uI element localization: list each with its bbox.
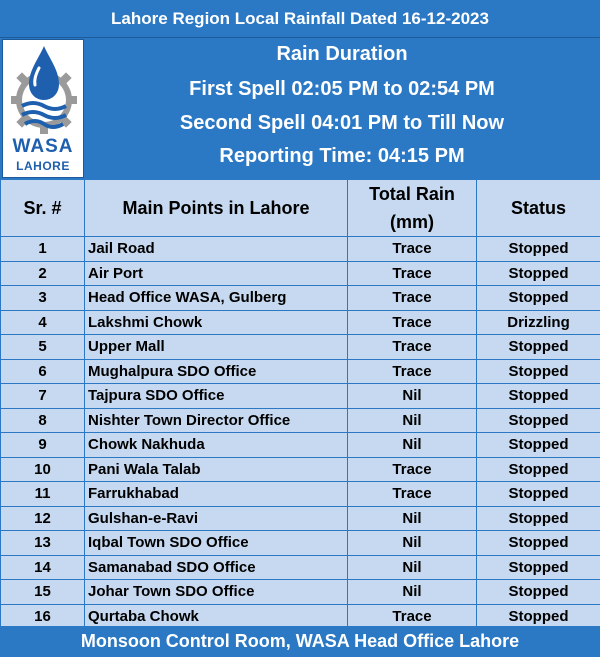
reporting-time-text: Reporting Time: 04:15 PM xyxy=(219,145,465,167)
row-status-cell: Stopped xyxy=(477,531,600,556)
table-row xyxy=(1,506,600,531)
row-total-rain-cell: Nil xyxy=(348,506,477,531)
row-total-rain-cell: Trace xyxy=(348,335,477,360)
row-sr-cell: 11 xyxy=(1,482,85,507)
row-point-name-cell: Mughalpura SDO Office xyxy=(85,359,348,384)
row-status-cell: Stopped xyxy=(477,433,600,458)
row-status-cell: Stopped xyxy=(477,482,600,507)
row-sr-cell: 6 xyxy=(1,359,85,384)
footer-text: Monsoon Control Room, WASA Head Office Lahore xyxy=(0,626,600,657)
row-point-name-cell: Upper Mall xyxy=(85,335,348,360)
table-row xyxy=(1,359,600,384)
row-total-rain-cell: Trace xyxy=(348,457,477,482)
row-point-name-cell: Nishter Town Director Office xyxy=(85,408,348,433)
row-total-rain-cell: Nil xyxy=(348,580,477,605)
row-total-rain-cell: Trace xyxy=(348,482,477,507)
row-status-cell: Stopped xyxy=(477,237,600,262)
row-status-cell: Stopped xyxy=(477,359,600,384)
row-status-cell: Stopped xyxy=(477,506,600,531)
table-row xyxy=(1,580,600,605)
row-point-name-cell: Gulshan-e-Ravi xyxy=(85,506,348,531)
row-point-name-cell: Jail Road xyxy=(85,237,348,262)
row-status-cell: Stopped xyxy=(477,457,600,482)
row-status-cell: Stopped xyxy=(477,335,600,360)
row-total-rain-cell: Trace xyxy=(348,359,477,384)
row-sr-cell: 8 xyxy=(1,408,85,433)
row-total-rain-cell: Trace xyxy=(348,261,477,286)
row-sr-cell: 3 xyxy=(1,286,85,311)
table-row xyxy=(1,286,600,311)
row-sr-cell: 13 xyxy=(1,531,85,556)
row-point-name-cell: Qurtaba Chowk xyxy=(85,604,348,629)
row-status-cell: Stopped xyxy=(477,286,600,311)
rainfall-table xyxy=(0,179,600,629)
row-point-name-cell: Tajpura SDO Office xyxy=(85,384,348,409)
col-header-total-rain xyxy=(348,180,477,237)
row-point-name-cell: Johar Town SDO Office xyxy=(85,580,348,605)
row-point-name-cell: Farrukhabad xyxy=(85,482,348,507)
row-sr-cell: 16 xyxy=(1,604,85,629)
wasa-water-drop-gear-logo-icon xyxy=(9,44,79,136)
row-total-rain-cell: Trace xyxy=(348,310,477,335)
row-point-name-cell: Chowk Nakhuda xyxy=(85,433,348,458)
table-row xyxy=(1,237,600,262)
row-total-rain-cell: Nil xyxy=(348,384,477,409)
col-header-point: Main Points in Lahore xyxy=(85,180,348,237)
row-total-rain-cell: Trace xyxy=(348,286,477,311)
row-sr-cell: 9 xyxy=(1,433,85,458)
rain-info-panel xyxy=(84,39,600,179)
table-row xyxy=(1,604,600,629)
row-point-name-cell: Samanabad SDO Office xyxy=(85,555,348,580)
table-row xyxy=(1,310,600,335)
col-header-sr: Sr. # xyxy=(1,180,85,237)
row-status-cell: Stopped xyxy=(477,580,600,605)
row-total-rain-cell: Nil xyxy=(348,555,477,580)
row-status-cell: Drizzling xyxy=(477,310,600,335)
second-spell-text: Second Spell 04:01 PM to Till Now xyxy=(179,112,505,134)
logo-lahore-text: LAHORE xyxy=(16,159,70,173)
row-point-name-cell: Lakshmi Chowk xyxy=(85,310,348,335)
row-sr-cell: 5 xyxy=(1,335,85,360)
wasa-logo xyxy=(2,39,84,178)
row-status-cell: Stopped xyxy=(477,408,600,433)
row-sr-cell: 15 xyxy=(1,580,85,605)
table-body xyxy=(1,237,600,629)
table-row xyxy=(1,261,600,286)
row-sr-cell: 14 xyxy=(1,555,85,580)
row-total-rain-cell: Nil xyxy=(348,433,477,458)
row-sr-cell: 7 xyxy=(1,384,85,409)
table-row xyxy=(1,457,600,482)
col-header-status: Status xyxy=(477,180,600,237)
row-total-rain-cell: Nil xyxy=(348,531,477,556)
row-total-rain-cell: Trace xyxy=(348,604,477,629)
table-row xyxy=(1,384,600,409)
row-status-cell: Stopped xyxy=(477,261,600,286)
first-spell-text: First Spell 02:05 PM to 02:54 PM xyxy=(189,78,495,100)
row-total-rain-cell: Trace xyxy=(348,237,477,262)
row-point-name-cell: Head Office WASA, Gulberg xyxy=(85,286,348,311)
row-status-cell: Stopped xyxy=(477,555,600,580)
col-header-total-rain-line1: Total Rain xyxy=(369,184,455,204)
table-row xyxy=(1,335,600,360)
report-title: Lahore Region Local Rainfall Dated 16-12-2023 xyxy=(0,0,600,38)
row-sr-cell: 12 xyxy=(1,506,85,531)
row-sr-cell: 10 xyxy=(1,457,85,482)
row-sr-cell: 4 xyxy=(1,310,85,335)
table-header-row xyxy=(1,180,600,237)
row-status-cell: Stopped xyxy=(477,604,600,629)
rain-duration-heading: Rain Duration xyxy=(276,43,408,65)
table-row xyxy=(1,408,600,433)
row-sr-cell: 2 xyxy=(1,261,85,286)
row-status-cell: Stopped xyxy=(477,384,600,409)
row-total-rain-cell: Nil xyxy=(348,408,477,433)
table-row xyxy=(1,555,600,580)
col-header-total-rain-line2: (mm) xyxy=(390,212,434,232)
row-point-name-cell: Iqbal Town SDO Office xyxy=(85,531,348,556)
table-row xyxy=(1,433,600,458)
row-sr-cell: 1 xyxy=(1,237,85,262)
table-row xyxy=(1,531,600,556)
row-point-name-cell: Pani Wala Talab xyxy=(85,457,348,482)
logo-wasa-text: WASA xyxy=(12,136,74,157)
row-point-name-cell: Air Port xyxy=(85,261,348,286)
table-row xyxy=(1,482,600,507)
